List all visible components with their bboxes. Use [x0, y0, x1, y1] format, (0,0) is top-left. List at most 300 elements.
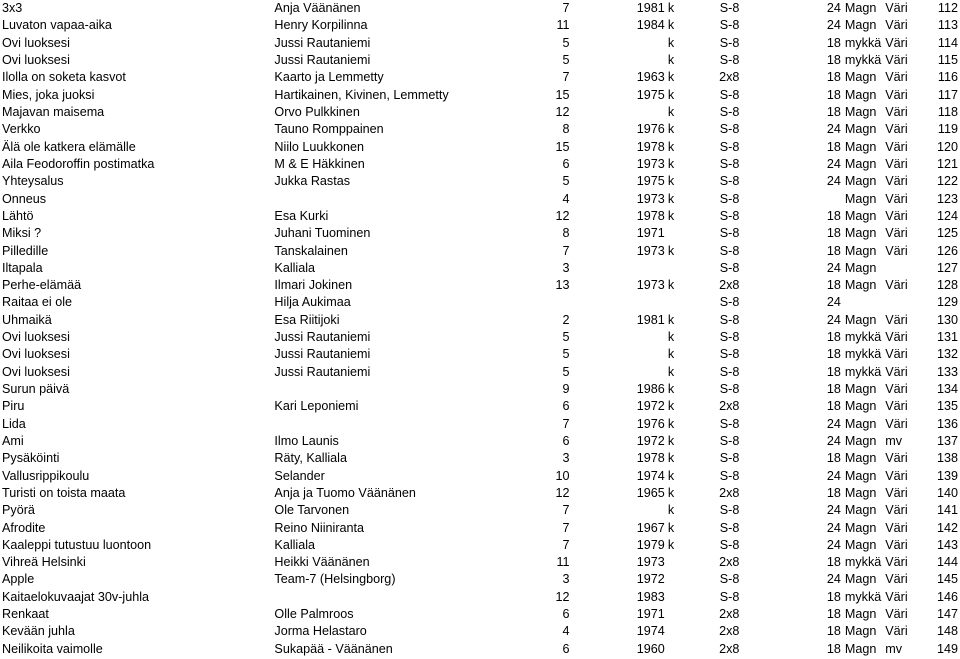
- sound-cell: Magn: [844, 87, 877, 102]
- length-cell: 3: [562, 260, 570, 275]
- color-cell: Väri: [885, 87, 908, 102]
- format-cell: S-8: [719, 503, 740, 518]
- sound-cell: Magn: [844, 624, 877, 639]
- k-cell: k: [667, 382, 675, 397]
- length-cell: 8: [562, 122, 570, 137]
- sound-cell: mykkä: [844, 330, 882, 345]
- title-cell: Verkko: [2, 122, 41, 137]
- title-cell: Yhteysalus: [2, 174, 64, 189]
- length-cell: 12: [555, 485, 570, 500]
- length-cell: 7: [562, 243, 570, 258]
- author-cell: Kalliala: [274, 260, 316, 275]
- table-row: [0, 589, 960, 606]
- sound-cell: Magn: [844, 70, 877, 85]
- year-cell: [570, 364, 665, 381]
- year-cell: 1973: [636, 555, 665, 570]
- table-row: [0, 312, 960, 329]
- color-cell: Väri: [885, 18, 908, 33]
- format-cell: 2x8: [719, 624, 740, 639]
- color-cell: Väri: [885, 70, 908, 85]
- year-cell: 1960: [636, 641, 665, 656]
- year-cell: 1986: [636, 382, 665, 397]
- color-cell: Väri: [885, 537, 908, 552]
- format-cell: S-8: [719, 312, 740, 327]
- fps-cell: 18: [826, 555, 841, 570]
- title-cell: Ovi luoksesi: [2, 330, 70, 345]
- number-cell: 125: [936, 226, 958, 241]
- table-row: [0, 52, 960, 69]
- author-cell: Räty, Kalliala: [274, 451, 347, 466]
- format-cell: S-8: [719, 382, 740, 397]
- title-cell: Ovi luoksesi: [2, 35, 70, 50]
- table-row: [0, 294, 960, 311]
- k-cell: k: [667, 312, 675, 327]
- format-cell: S-8: [719, 572, 740, 587]
- length-cell: 3: [562, 451, 570, 466]
- format-cell: 2x8: [719, 485, 740, 500]
- table-row: [0, 35, 960, 52]
- table-row: [0, 0, 960, 17]
- year-cell: [570, 104, 665, 121]
- length-cell: 7: [562, 520, 570, 535]
- k-cell: k: [667, 156, 675, 171]
- length-cell: 7: [562, 537, 570, 552]
- number-cell: 145: [936, 572, 958, 587]
- format-cell: S-8: [719, 433, 740, 448]
- color-cell: Väri: [885, 503, 908, 518]
- table-row: [0, 467, 960, 484]
- k-cell: k: [667, 243, 675, 258]
- table-row: [0, 450, 960, 467]
- number-cell: 118: [937, 105, 958, 120]
- title-cell: Ami: [2, 433, 24, 448]
- table-row: [0, 623, 960, 640]
- number-cell: 149: [936, 641, 958, 656]
- k-cell: k: [667, 330, 675, 345]
- sound-cell: Magn: [844, 572, 877, 587]
- length-cell: 6: [562, 433, 570, 448]
- number-cell: 126: [936, 243, 958, 258]
- k-cell: [665, 554, 675, 571]
- sound-cell: Magn: [844, 139, 877, 154]
- title-cell: Älä ole katkera elämälle: [2, 139, 136, 154]
- author-cell: Ilmari Jokinen: [274, 278, 353, 293]
- author-cell: Tauno Romppainen: [274, 122, 384, 137]
- title-cell: Uhmaikä: [2, 312, 52, 327]
- table-row: [0, 260, 960, 277]
- k-cell: k: [667, 399, 675, 414]
- fps-cell: 24: [826, 572, 841, 587]
- length-cell: 2: [562, 312, 570, 327]
- fps-cell: 24: [826, 416, 841, 431]
- year-cell: 1972: [636, 433, 665, 448]
- year-cell: 1965: [636, 485, 665, 500]
- title-cell: Miksi ?: [2, 226, 42, 241]
- color-cell: Väri: [885, 35, 908, 50]
- table-row: [0, 398, 960, 415]
- sound-cell: mykkä: [844, 53, 882, 68]
- length-cell: 5: [562, 174, 570, 189]
- fps-cell: 24: [826, 122, 841, 137]
- table-row: [0, 69, 960, 86]
- number-cell: 123: [936, 191, 958, 206]
- length-cell: 6: [562, 399, 570, 414]
- format-cell: S-8: [719, 520, 740, 535]
- format-cell: S-8: [719, 451, 740, 466]
- author-cell: Jussi Rautaniemi: [274, 330, 371, 345]
- length-cell: 4: [562, 191, 570, 206]
- year-cell: 1984: [636, 18, 665, 33]
- table-row: [0, 519, 960, 536]
- format-cell: S-8: [719, 122, 740, 137]
- title-cell: Pysäköinti: [2, 451, 60, 466]
- author-cell: [274, 416, 554, 433]
- number-cell: 148: [936, 624, 958, 639]
- fps-cell: 18: [826, 485, 841, 500]
- format-cell: S-8: [719, 330, 740, 345]
- author-cell: Jussi Rautaniemi: [274, 53, 371, 68]
- author-cell: Ilmo Launis: [274, 433, 339, 448]
- length-cell: 9: [562, 382, 570, 397]
- sound-cell: Magn: [844, 520, 877, 535]
- length-cell: 7: [562, 416, 570, 431]
- title-cell: Onneus: [2, 191, 47, 206]
- year-cell: 1983: [636, 589, 665, 604]
- number-cell: 136: [936, 416, 958, 431]
- k-cell: k: [667, 35, 675, 50]
- fps-cell: 18: [826, 243, 841, 258]
- table-row: [0, 87, 960, 104]
- title-cell: Lähtö: [2, 208, 34, 223]
- fps-cell: 24: [826, 174, 841, 189]
- year-cell: 1972: [636, 572, 665, 587]
- number-cell: 127: [936, 260, 958, 275]
- title-cell: Vallusrippikoulu: [2, 468, 90, 483]
- author-cell: Kalliala: [274, 537, 316, 552]
- number-cell: 117: [937, 87, 958, 102]
- color-cell: mv: [885, 433, 903, 448]
- author-cell: Orvo Pulkkinen: [274, 105, 360, 120]
- k-cell: k: [667, 537, 675, 552]
- number-cell: 119: [937, 122, 958, 137]
- format-cell: 2x8: [719, 607, 740, 622]
- author-cell: Jussi Rautaniemi: [274, 35, 371, 50]
- sound-cell: Magn: [844, 174, 877, 189]
- length-cell: 6: [562, 156, 570, 171]
- sound-cell: mykkä: [844, 35, 882, 50]
- fps-cell: 18: [826, 139, 841, 154]
- title-cell: Mies, joka juoksi: [2, 87, 95, 102]
- number-cell: 114: [937, 35, 958, 50]
- fps-cell: 18: [826, 87, 841, 102]
- fps-cell: 24: [826, 156, 841, 171]
- format-cell: S-8: [719, 156, 740, 171]
- color-cell: Väri: [885, 278, 908, 293]
- fps-cell: 18: [826, 208, 841, 223]
- fps-cell: 18: [826, 399, 841, 414]
- year-cell: 1973: [636, 243, 665, 258]
- k-cell: k: [667, 278, 675, 293]
- table-row: [0, 139, 960, 156]
- year-cell: 1979: [636, 537, 665, 552]
- fps-cell: 24: [826, 260, 841, 275]
- sound-cell: Magn: [844, 260, 877, 275]
- k-cell: k: [667, 347, 675, 362]
- table-row: [0, 641, 960, 658]
- sound-cell: Magn: [844, 312, 877, 327]
- number-cell: 129: [936, 295, 958, 310]
- table-row: [0, 537, 960, 554]
- table-row: [0, 277, 960, 294]
- fps-cell: 24: [826, 18, 841, 33]
- length-cell: 7: [562, 1, 570, 16]
- year-cell: 1973: [636, 278, 665, 293]
- color-cell: Väri: [885, 208, 908, 223]
- author-cell: Team-7 (Helsingborg): [274, 572, 396, 587]
- year-cell: 1963: [636, 70, 665, 85]
- year-cell: [570, 35, 665, 52]
- length-cell: 5: [562, 53, 570, 68]
- format-cell: S-8: [719, 416, 740, 431]
- year-cell: [570, 294, 665, 311]
- length-cell: 15: [555, 139, 570, 154]
- length-cell: 12: [555, 208, 570, 223]
- k-cell: k: [667, 503, 675, 518]
- title-cell: Turisti on toista maata: [2, 485, 126, 500]
- k-cell: k: [667, 208, 675, 223]
- length-cell: 5: [562, 347, 570, 362]
- table-row: [0, 121, 960, 138]
- title-cell: Aila Feodoroffin postimatka: [2, 156, 155, 171]
- number-cell: 121: [936, 156, 958, 171]
- author-cell: Olle Palmroos: [274, 607, 354, 622]
- author-cell: Esa Kurki: [274, 208, 329, 223]
- author-cell: Anja ja Tuomo Väänänen: [274, 485, 416, 500]
- format-cell: 2x8: [719, 278, 740, 293]
- author-cell: Sukapää - Väänänen: [274, 641, 393, 656]
- author-cell: Jukka Rastas: [274, 174, 351, 189]
- number-cell: 112: [937, 1, 958, 16]
- length-cell: 7: [562, 503, 570, 518]
- format-cell: S-8: [719, 537, 740, 552]
- k-cell: k: [667, 416, 675, 431]
- table-row: [0, 554, 960, 571]
- sound-cell: Magn: [844, 243, 877, 258]
- format-cell: S-8: [719, 105, 740, 120]
- fps-cell: 18: [826, 451, 841, 466]
- author-cell: Juhani Tuominen: [274, 226, 371, 241]
- sound-cell: Magn: [844, 226, 877, 241]
- table-row: [0, 433, 960, 450]
- title-cell: Neilikoita vaimolle: [2, 641, 103, 656]
- format-cell: S-8: [719, 364, 740, 379]
- year-cell: 1978: [636, 208, 665, 223]
- table-row: [0, 606, 960, 623]
- format-cell: S-8: [719, 208, 740, 223]
- title-cell: Apple: [2, 572, 35, 587]
- sound-cell: Magn: [844, 468, 877, 483]
- author-cell: Kari Leponiemi: [274, 399, 359, 414]
- color-cell: Väri: [885, 399, 908, 414]
- title-cell: Iltapala: [2, 260, 43, 275]
- color-cell: Väri: [885, 624, 908, 639]
- year-cell: 1981: [636, 1, 665, 16]
- number-cell: 115: [937, 53, 958, 68]
- fps-cell: 18: [826, 278, 841, 293]
- year-cell: 1967: [636, 520, 665, 535]
- sound-cell: [841, 294, 882, 311]
- format-cell: S-8: [719, 468, 740, 483]
- fps-cell: 18: [826, 105, 841, 120]
- number-cell: 113: [937, 18, 958, 33]
- color-cell: Väri: [885, 382, 908, 397]
- color-cell: Väri: [885, 589, 908, 604]
- color-cell: Väri: [885, 53, 908, 68]
- sound-cell: mykkä: [844, 555, 882, 570]
- number-cell: 130: [936, 312, 958, 327]
- color-cell: Väri: [885, 485, 908, 500]
- title-cell: Majavan maisema: [2, 105, 105, 120]
- k-cell: [665, 623, 675, 640]
- k-cell: k: [667, 87, 675, 102]
- year-cell: 1976: [636, 122, 665, 137]
- year-cell: 1978: [636, 139, 665, 154]
- title-cell: Surun päivä: [2, 382, 70, 397]
- table-row: [0, 329, 960, 346]
- k-cell: [665, 641, 675, 658]
- format-cell: S-8: [719, 589, 740, 604]
- fps-cell: 18: [826, 382, 841, 397]
- k-cell: k: [667, 139, 675, 154]
- fps-cell: 18: [826, 53, 841, 68]
- fps-cell: 24: [826, 468, 841, 483]
- color-cell: Väri: [885, 174, 908, 189]
- sound-cell: Magn: [844, 485, 877, 500]
- color-cell: Väri: [885, 156, 908, 171]
- length-cell: 7: [562, 70, 570, 85]
- length-cell: 13: [555, 278, 570, 293]
- table-row: [0, 190, 960, 207]
- format-cell: 2x8: [719, 641, 740, 656]
- sound-cell: mykkä: [844, 364, 882, 379]
- length-cell: 5: [562, 330, 570, 345]
- fps-cell: 18: [826, 330, 841, 345]
- author-cell: Jorma Helastaro: [274, 624, 367, 639]
- length-cell: 12: [555, 589, 570, 604]
- year-cell: 1972: [636, 399, 665, 414]
- k-cell: [665, 606, 675, 623]
- k-cell: k: [667, 433, 675, 448]
- title-cell: 3x3: [2, 1, 23, 16]
- sound-cell: Magn: [844, 641, 877, 656]
- sound-cell: Magn: [844, 399, 877, 414]
- year-cell: [570, 260, 665, 277]
- author-cell: Hilja Aukimaa: [274, 295, 351, 310]
- k-cell: [665, 260, 675, 277]
- number-cell: 137: [936, 433, 958, 448]
- color-cell: Väri: [885, 347, 908, 362]
- number-cell: 133: [936, 364, 958, 379]
- length-cell: [554, 294, 570, 311]
- color-cell: Väri: [885, 312, 908, 327]
- year-cell: [570, 52, 665, 69]
- number-cell: 120: [936, 139, 958, 154]
- title-cell: Kaaleppi tutustuu luontoon: [2, 537, 152, 552]
- number-cell: 116: [937, 70, 958, 85]
- table-row: [0, 17, 960, 34]
- number-cell: 128: [936, 278, 958, 293]
- number-cell: 140: [936, 485, 958, 500]
- fps-cell: 18: [826, 364, 841, 379]
- number-cell: 143: [936, 537, 958, 552]
- title-cell: Ilolla on soketa kasvot: [2, 70, 126, 85]
- table-row: [0, 571, 960, 588]
- year-cell: [570, 329, 665, 346]
- table-row: [0, 173, 960, 190]
- color-cell: Väri: [885, 364, 908, 379]
- sound-cell: mykkä: [844, 347, 882, 362]
- format-cell: S-8: [719, 347, 740, 362]
- number-cell: 124: [936, 208, 958, 223]
- author-cell: Hartikainen, Kivinen, Lemmetty: [274, 87, 449, 102]
- sound-cell: Magn: [844, 208, 877, 223]
- k-cell: k: [667, 191, 675, 206]
- format-cell: S-8: [719, 87, 740, 102]
- title-cell: Pilledille: [2, 243, 49, 258]
- title-cell: Luvaton vapaa-aika: [2, 18, 112, 33]
- year-cell: 1975: [636, 87, 665, 102]
- sound-cell: Magn: [844, 607, 877, 622]
- year-cell: 1971: [636, 607, 665, 622]
- table-row: [0, 156, 960, 173]
- sound-cell: Magn: [844, 191, 877, 206]
- year-cell: 1973: [636, 156, 665, 171]
- year-cell: 1973: [636, 191, 665, 206]
- sound-cell: Magn: [844, 156, 877, 171]
- number-cell: 147: [936, 607, 958, 622]
- color-cell: Väri: [885, 191, 908, 206]
- author-cell: M & E Häkkinen: [274, 156, 365, 171]
- color-cell: Väri: [885, 226, 908, 241]
- color-cell: mv: [885, 641, 903, 656]
- author-cell: Jussi Rautaniemi: [274, 364, 371, 379]
- title-cell: Kaitaelokuvaajat 30v-juhla: [2, 589, 150, 604]
- sound-cell: Magn: [844, 537, 877, 552]
- title-cell: Ovi luoksesi: [2, 53, 70, 68]
- fps-cell: 24: [826, 537, 841, 552]
- author-cell: Selander: [274, 468, 325, 483]
- fps-cell: 18: [826, 624, 841, 639]
- fps-cell: 18: [826, 347, 841, 362]
- color-cell: Väri: [885, 468, 908, 483]
- number-cell: 139: [936, 468, 958, 483]
- number-cell: 146: [936, 589, 958, 604]
- color-cell: Väri: [885, 607, 908, 622]
- title-cell: Renkaat: [2, 607, 49, 622]
- color-cell: Väri: [885, 122, 908, 137]
- sound-cell: Magn: [844, 18, 877, 33]
- year-cell: 1974: [636, 468, 665, 483]
- format-cell: S-8: [719, 191, 740, 206]
- format-cell: S-8: [719, 18, 740, 33]
- author-cell: Niilo Luukkonen: [274, 139, 365, 154]
- author-cell: Ole Tarvonen: [274, 503, 350, 518]
- title-cell: Afrodite: [2, 520, 46, 535]
- table-row: [0, 225, 960, 242]
- sound-cell: Magn: [844, 105, 877, 120]
- k-cell: [665, 571, 675, 588]
- sound-cell: Magn: [844, 1, 877, 16]
